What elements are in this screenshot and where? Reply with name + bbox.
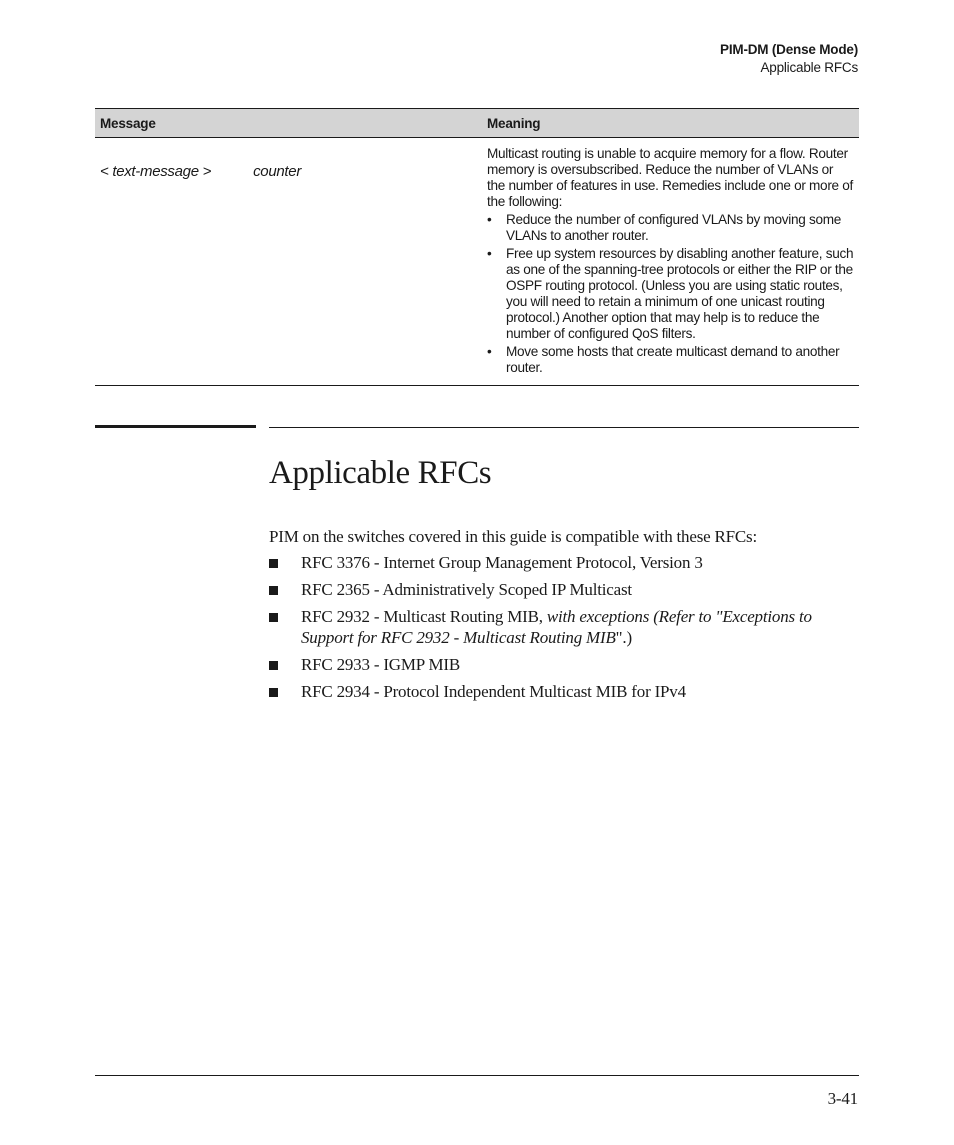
rfc-text: RFC 2932 - Multicast Routing MIB, <box>301 607 547 626</box>
page-number: 3-41 <box>827 1089 858 1108</box>
list-item <box>269 681 859 702</box>
footer-rule <box>95 1075 859 1076</box>
meaning-intro: Multicast routing is unable to acquire memory for a flow. Router memory is oversubscribed. Reduce the number of VLANs or the number of features in use. Remedies include one or more of the following: <box>487 146 854 209</box>
list-item <box>269 654 859 675</box>
message-text: < text-message > <box>100 163 212 180</box>
remedy-text: Reduce the number of configured VLANs by moving some VLANs to another router. <box>506 212 842 243</box>
section-intro: PIM on the switches covered in this guide is compatible with these RFCs: <box>269 527 757 546</box>
list-item <box>487 212 854 244</box>
list-item <box>269 606 859 648</box>
rfc-text: RFC 2933 - IGMP MIB <box>301 655 460 674</box>
rfc-text: RFC 2934 - Protocol Independent Multicast MIB for IPv4 <box>301 682 686 701</box>
square-bullet-icon <box>269 613 278 622</box>
message-cell <box>95 138 482 386</box>
table-row <box>95 138 859 386</box>
message-table <box>95 108 859 386</box>
square-bullet-icon <box>269 661 278 670</box>
remedy-text: Move some hosts that create multicast demand to another router. <box>506 344 840 375</box>
bullet-icon: • <box>487 246 492 261</box>
rfc-list <box>269 552 859 708</box>
rfc-text: RFC 2365 - Administratively Scoped IP Multicast <box>301 580 632 599</box>
remedy-list <box>487 212 854 376</box>
section-rule-thin <box>269 427 859 428</box>
column-header-message: Message <box>95 109 482 138</box>
list-item <box>269 552 859 573</box>
table-header-row <box>95 109 859 138</box>
remedy-text: Free up system resources by disabling another feature, such as one of the spanning-tree protocols or either the RIP or the OSPF routing protocol. (Unless you are using static routes, you will need to retain a minimum of one unicast routing protocol.) Another option that may help is to reduce the number of configured QoS filters. <box>506 246 854 341</box>
rfc-exception-note: with exceptions (Refer to "Exceptions to Support for RFC 2932 - Multicast Routing MIB <box>301 607 812 647</box>
message-counter: counter <box>253 163 302 180</box>
square-bullet-icon <box>269 559 278 568</box>
square-bullet-icon <box>269 688 278 697</box>
rfc-text: RFC 3376 - Internet Group Management Protocol, Version 3 <box>301 553 703 572</box>
column-header-meaning: Meaning <box>482 109 859 138</box>
page-title: Applicable RFCs <box>269 455 492 491</box>
chapter-title: PIM-DM (Dense Mode) <box>720 42 858 57</box>
meaning-cell <box>482 138 859 386</box>
running-header <box>720 41 858 77</box>
rfc-text-tail: ".) <box>615 628 632 647</box>
bullet-icon: • <box>487 344 492 359</box>
bullet-icon: • <box>487 212 492 227</box>
square-bullet-icon <box>269 586 278 595</box>
section-title-header: Applicable RFCs <box>760 60 858 75</box>
list-item <box>269 579 859 600</box>
list-item <box>487 246 854 342</box>
section-rule-thick <box>95 425 256 428</box>
list-item <box>487 344 854 376</box>
